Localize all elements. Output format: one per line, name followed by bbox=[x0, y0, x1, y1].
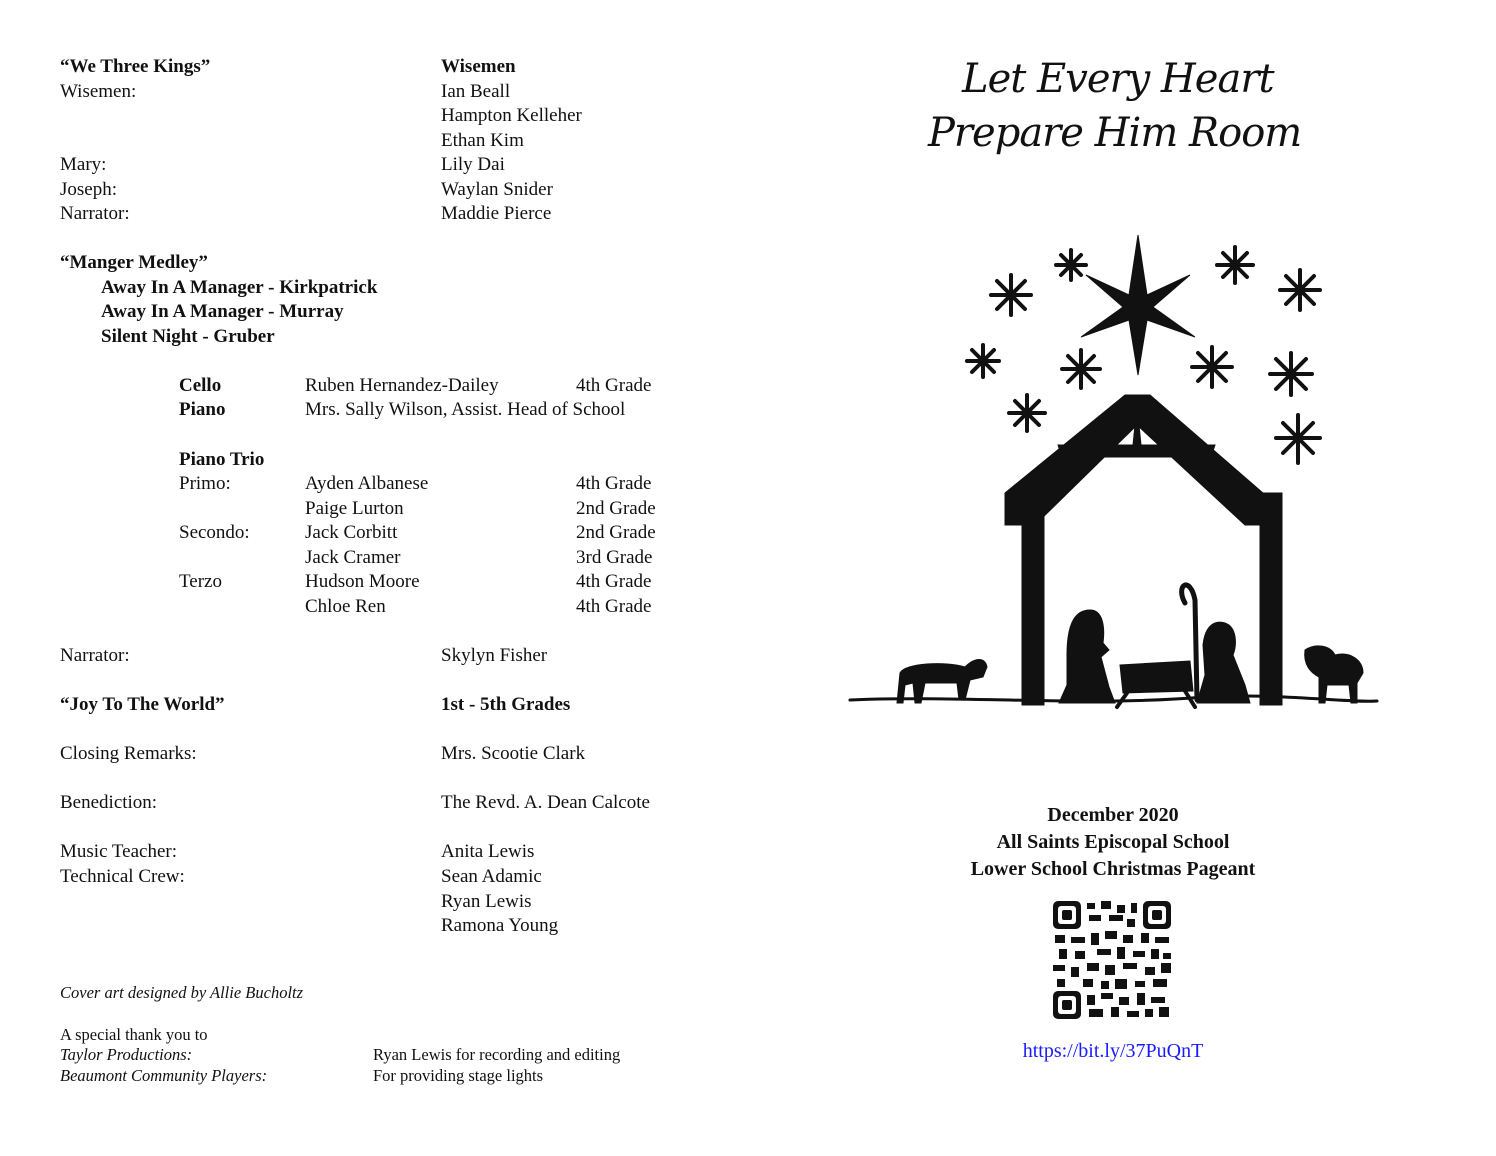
medley-title: “Manger Medley” bbox=[60, 252, 208, 273]
trio-name: Chloe Ren bbox=[305, 596, 386, 617]
mary-name: Lily Dai bbox=[441, 154, 505, 175]
music-teacher-label: Music Teacher: bbox=[60, 841, 178, 862]
school-name: All Saints Episcopal School bbox=[996, 831, 1230, 853]
thanks-reason: For providing stage lights bbox=[373, 1066, 544, 1085]
wisemen-label: Wisemen: bbox=[60, 81, 137, 102]
narrator-name: Skylyn Fisher bbox=[441, 645, 548, 666]
trio-grade: 2nd Grade bbox=[576, 498, 656, 519]
medley-item: Away In A Manager - Kirkpatrick bbox=[101, 277, 378, 298]
video-link[interactable]: https://bit.ly/37PuQnT bbox=[1022, 1040, 1204, 1062]
tech-crew-label: Technical Crew: bbox=[60, 866, 185, 887]
cello-label: Cello bbox=[179, 375, 222, 396]
nativity-illustration bbox=[845, 225, 1385, 720]
kings-title: “We Three Kings” bbox=[60, 56, 211, 77]
music-teacher-name: Anita Lewis bbox=[441, 841, 535, 862]
medley-item: Away In A Manager - Murray bbox=[101, 301, 344, 322]
narrator-label: Narrator: bbox=[60, 645, 130, 666]
trio-grade: 4th Grade bbox=[576, 473, 652, 494]
trio-name: Jack Cramer bbox=[305, 547, 401, 568]
tech-crew-name: Sean Adamic bbox=[441, 866, 542, 887]
secondo-label: Secondo: bbox=[179, 522, 250, 543]
thanks-intro: A special thank you to bbox=[60, 1025, 208, 1044]
closing-label: Closing Remarks: bbox=[60, 743, 197, 764]
narrator-label: Narrator: bbox=[60, 203, 130, 224]
trio-grade: 2nd Grade bbox=[576, 522, 656, 543]
terzo-label: Terzo bbox=[179, 571, 222, 592]
joy-performers: 1st - 5th Grades bbox=[441, 694, 571, 715]
wisemen-heading: Wisemen bbox=[441, 56, 516, 77]
narrator-name: Maddie Pierce bbox=[441, 203, 552, 224]
thanks-org: Beaumont Community Players: bbox=[60, 1066, 268, 1085]
medley-item: Silent Night - Gruber bbox=[101, 326, 275, 347]
cover-art-credit: Cover art designed by Allie Bucholtz bbox=[60, 983, 304, 1002]
cello-grade: 4th Grade bbox=[576, 375, 652, 396]
trio-name: Jack Corbitt bbox=[305, 522, 398, 543]
qr-code bbox=[1053, 901, 1171, 1019]
primo-label: Primo: bbox=[179, 473, 231, 494]
benediction-name: The Revd. A. Dean Calcote bbox=[441, 792, 650, 813]
thanks-org: Taylor Productions: bbox=[60, 1045, 193, 1064]
benediction-label: Benediction: bbox=[60, 792, 158, 813]
trio-name: Hudson Moore bbox=[305, 571, 420, 592]
piano-name: Mrs. Sally Wilson, Assist. Head of School bbox=[305, 399, 626, 420]
wiseman-name: Ethan Kim bbox=[441, 130, 524, 151]
trio-grade: 4th Grade bbox=[576, 571, 652, 592]
event-name: Lower School Christmas Pageant bbox=[970, 858, 1256, 880]
event-info bbox=[905, 802, 1321, 883]
piano-label: Piano bbox=[179, 399, 226, 420]
joy-title: “Joy To The World” bbox=[60, 694, 225, 715]
joseph-label: Joseph: bbox=[60, 179, 117, 200]
trio-name: Ayden Albanese bbox=[305, 473, 429, 494]
tech-crew-name: Ryan Lewis bbox=[441, 891, 532, 912]
mary-label: Mary: bbox=[60, 154, 107, 175]
tech-crew-name: Ramona Young bbox=[441, 915, 559, 936]
trio-grade: 4th Grade bbox=[576, 596, 652, 617]
event-date: December 2020 bbox=[1047, 804, 1179, 826]
wiseman-name: Ian Beall bbox=[441, 81, 511, 102]
trio-heading: Piano Trio bbox=[179, 449, 265, 470]
cover-title-line1: Let Every Heart bbox=[962, 56, 1274, 102]
cover-title-line2: Prepare Him Room bbox=[928, 110, 1302, 156]
thanks-reason: Ryan Lewis for recording and editing bbox=[373, 1045, 621, 1064]
wiseman-name: Hampton Kelleher bbox=[441, 105, 582, 126]
closing-name: Mrs. Scootie Clark bbox=[441, 743, 586, 764]
trio-name: Paige Lurton bbox=[305, 498, 404, 519]
joseph-name: Waylan Snider bbox=[441, 179, 553, 200]
trio-grade: 3rd Grade bbox=[576, 547, 653, 568]
cello-name: Ruben Hernandez-Dailey bbox=[305, 375, 499, 396]
